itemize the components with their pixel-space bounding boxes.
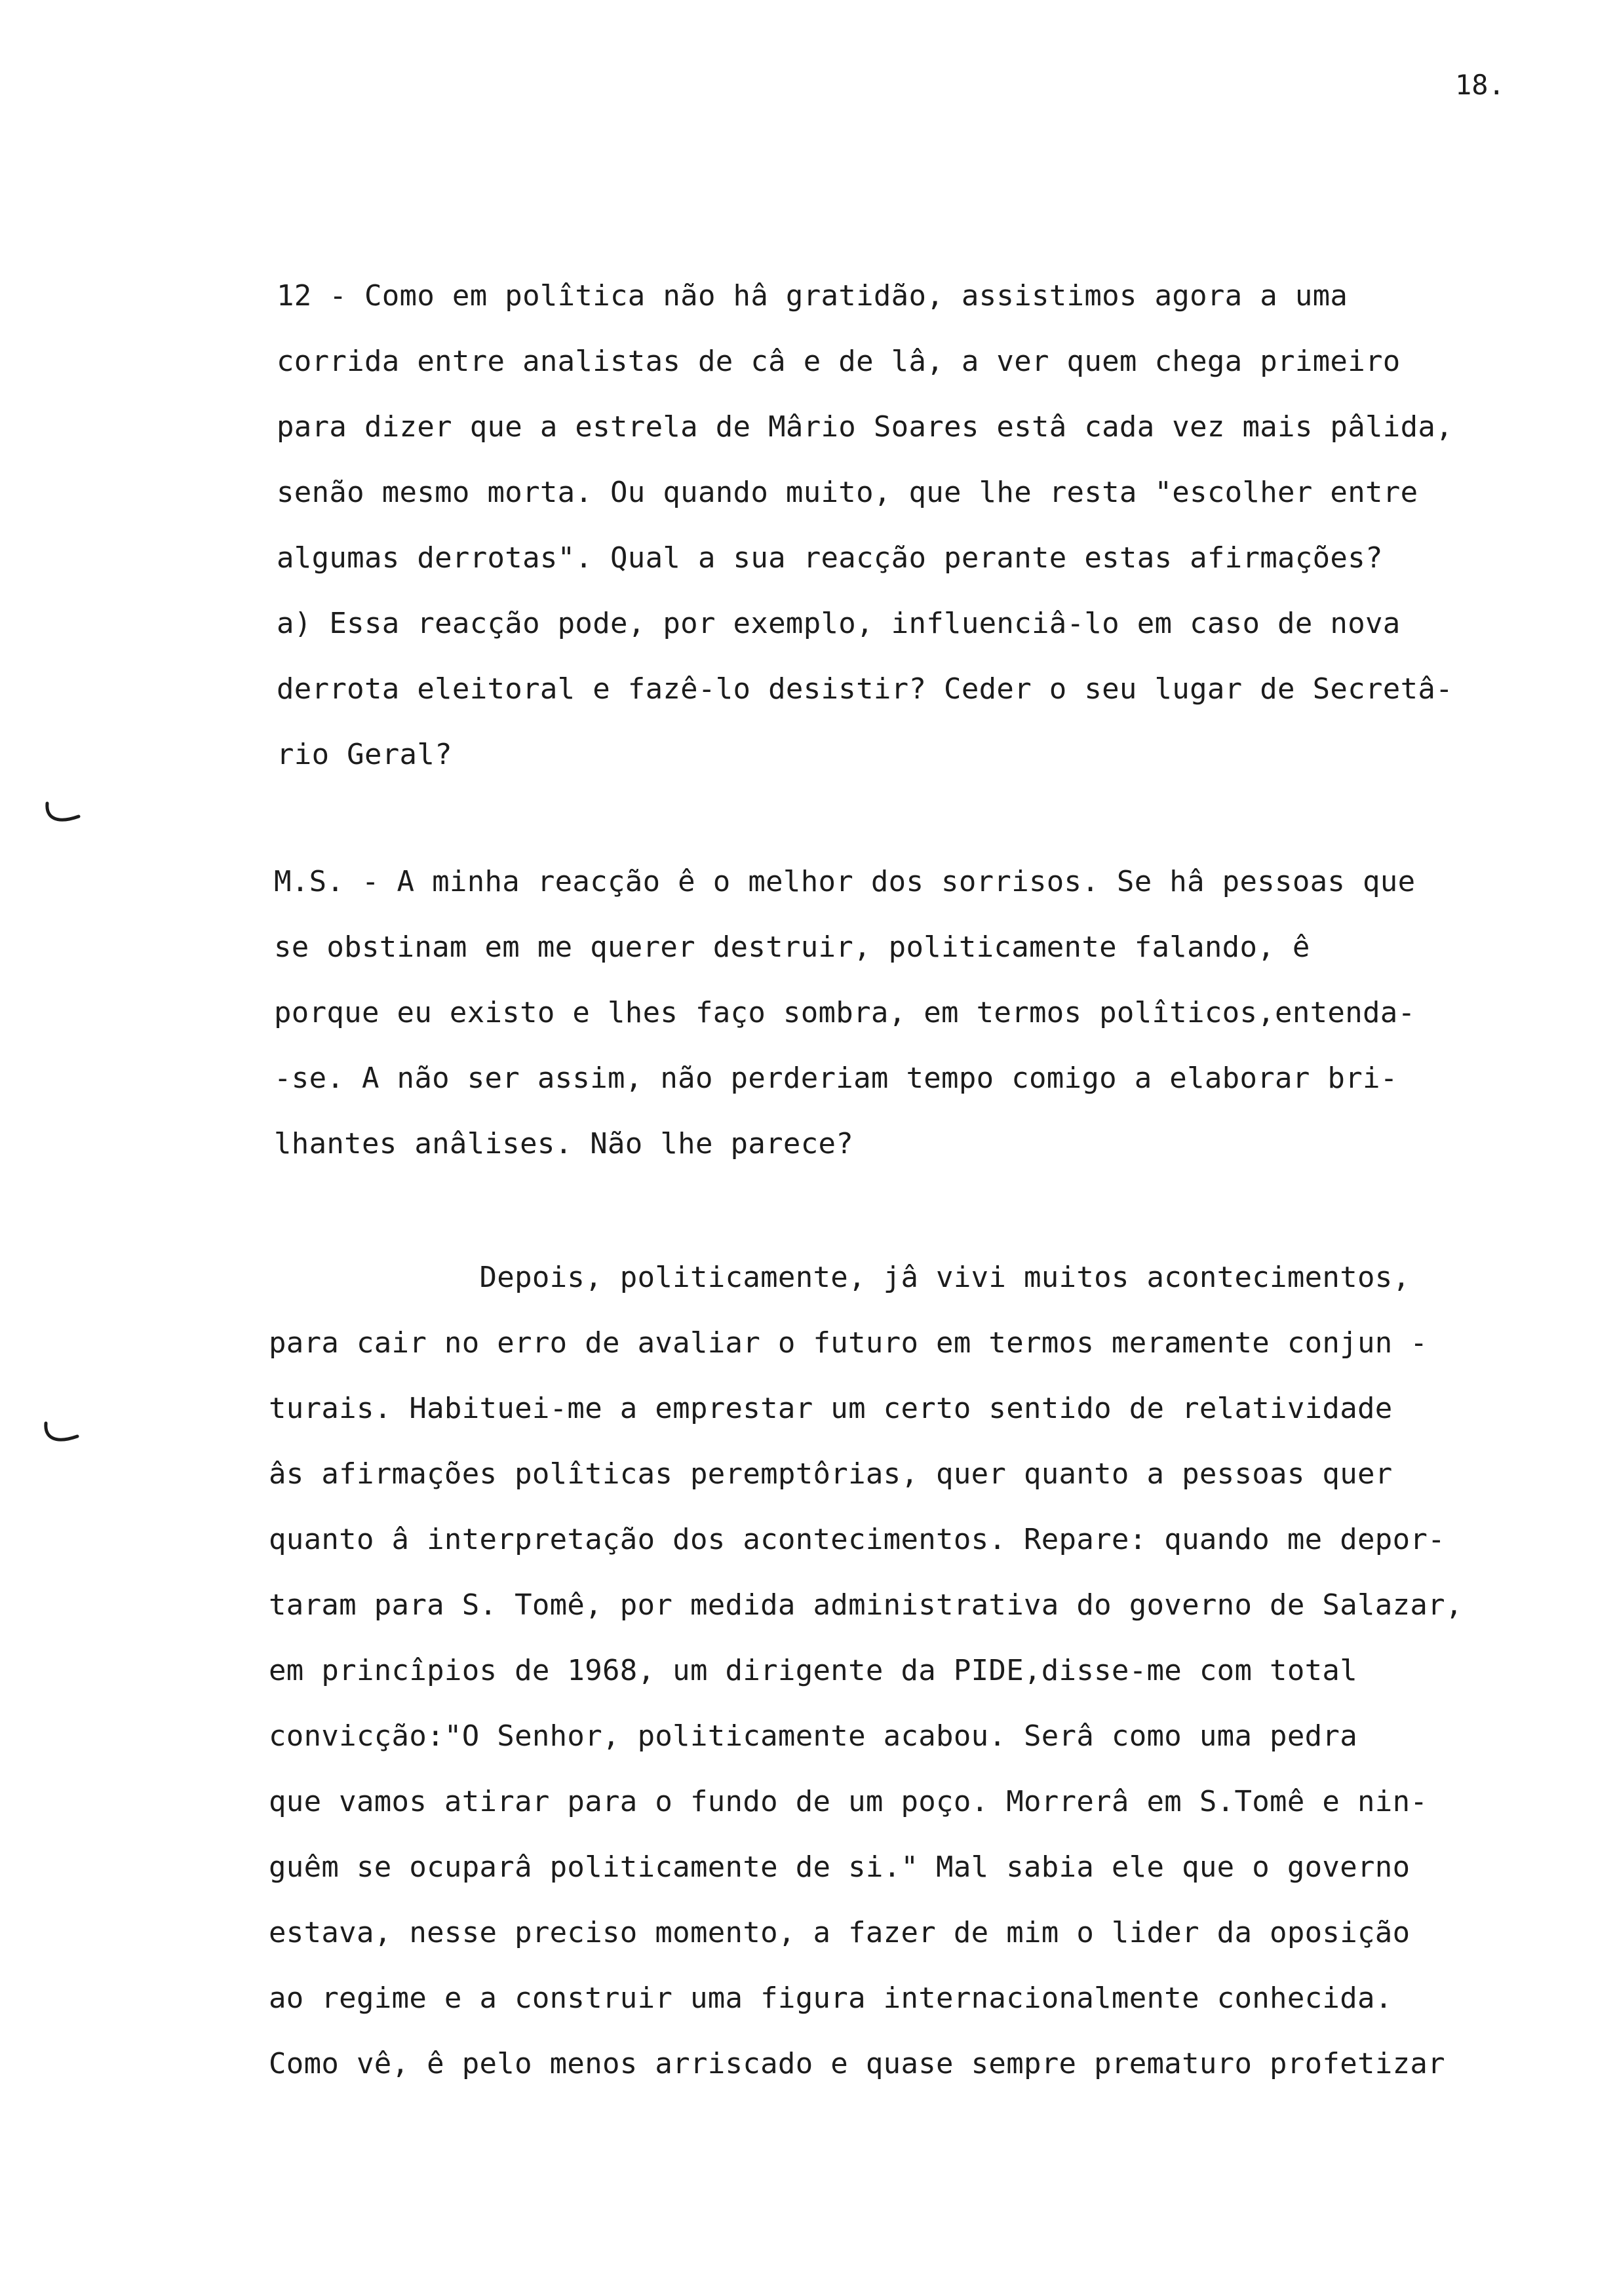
left-margin-hook-icon	[42, 1421, 80, 1447]
answer-line: M.S. - A minha reacção ê o melhor dos sorrisos. Se hâ pessoas que	[274, 865, 1416, 898]
left-margin-hook-icon	[43, 801, 81, 827]
continued-line: âs afirmações polîticas peremptôrias, quer quanto a pessoas quer	[269, 1457, 1393, 1491]
question-line: a) Essa reacção pode, por exemplo, influenciâ-lo em caso de nova	[277, 607, 1401, 640]
answer-line: se obstinam em me querer destruir, politicamente falando, ê	[274, 930, 1310, 964]
continued-line: quanto â interpretação dos acontecimentos. Repare: quando me depor-	[269, 1523, 1445, 1556]
answer-line: -se. A não ser assim, não perderiam tempo comigo a elaborar bri-	[274, 1062, 1398, 1095]
continued-line: guêm se ocuparâ politicamente de si." Mal sabia ele que o governo	[269, 1850, 1411, 1884]
answer-line: porque eu existo e lhes faço sombra, em termos polîticos,entenda-	[274, 996, 1416, 1029]
continued-line: taram para S. Tomê, por medida administrativa do governo de Salazar,	[269, 1588, 1463, 1622]
continued-line: Como vê, ê pelo menos arriscado e quase sempre prematuro profetizar	[269, 2047, 1445, 2080]
continued-line: turais. Habituei-me a emprestar um certo sentido de relatividade	[269, 1392, 1393, 1425]
continued-line: estava, nesse preciso momento, a fazer de mim o lider da oposição	[269, 1916, 1411, 1949]
continued-line: ao regime e a construir uma figura internacionalmente conhecida.	[269, 1981, 1393, 2015]
question-line: para dizer que a estrela de Mârio Soares estâ cada vez mais pâlida,	[277, 410, 1453, 444]
continued-line: para cair no erro de avaliar o futuro em termos meramente conjun -	[269, 1326, 1428, 1360]
continued-line: Depois, politicamente, jâ vivi muitos acontecimentos,	[269, 1261, 1411, 1294]
question-line: senão mesmo morta. Ou quando muito, que lhe resta "escolher entre	[277, 476, 1418, 509]
question-line: 12 - Como em polîtica não hâ gratidão, assistimos agora a uma	[277, 279, 1348, 313]
answer-paragraph	[274, 849, 1415, 1177]
answer-line: lhantes anâlises. Não lhe parece?	[274, 1127, 854, 1160]
question-paragraph	[277, 263, 1453, 788]
continued-line: em princîpios de 1968, um dirigente da PIDE,disse-me com total	[269, 1654, 1357, 1687]
continued-answer-paragraph	[269, 1245, 1463, 2097]
continued-line: que vamos atirar para o fundo de um poço. Morrerâ em S.Tomê e nin-	[269, 1785, 1428, 1818]
question-line: corrida entre analistas de câ e de lâ, a ver quem chega primeiro	[277, 345, 1401, 378]
continued-line: convicção:"O Senhor, politicamente acabou. Serâ como uma pedra	[269, 1719, 1357, 1753]
question-line: derrota eleitoral e fazê-lo desistir? Ceder o seu lugar de Secretâ-	[277, 672, 1453, 706]
page-number: 18.	[1455, 69, 1505, 101]
question-line: algumas derrotas". Qual a sua reacção perante estas afirmações?	[277, 541, 1383, 575]
question-line: rio Geral?	[277, 738, 452, 771]
